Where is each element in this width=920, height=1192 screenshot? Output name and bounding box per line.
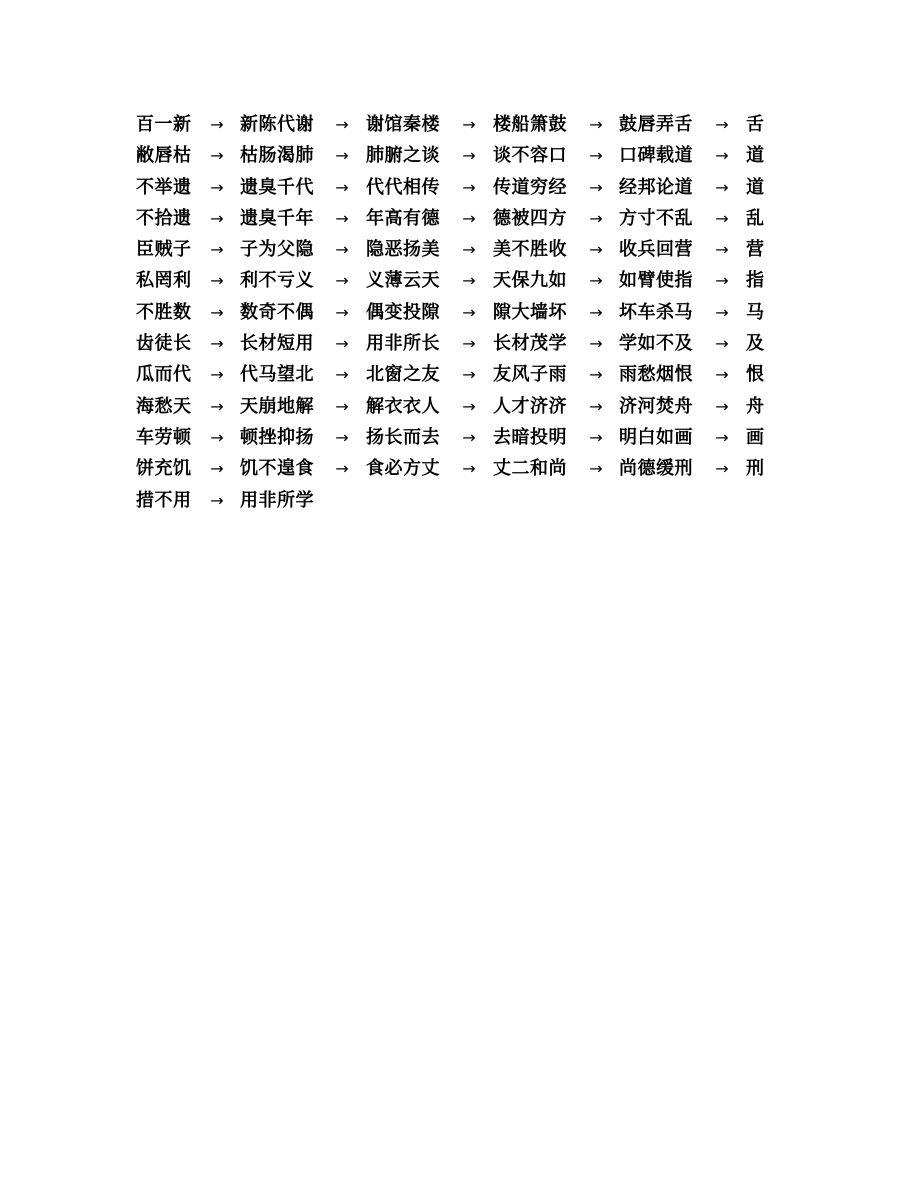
- arrow-icon: →: [335, 396, 349, 416]
- idiom-phrase: 车劳顿: [136, 426, 192, 448]
- chain-row: [136, 392, 796, 423]
- idiom-phrase: 如臂使指: [619, 270, 693, 292]
- chain-row: [136, 423, 796, 454]
- arrow-icon: →: [210, 365, 224, 385]
- chain-end-char: 刑: [746, 458, 765, 480]
- chain-row: [136, 360, 796, 391]
- arrow-icon: →: [715, 208, 729, 228]
- idiom-phrase: 谈不容口: [493, 145, 567, 167]
- arrow-icon: →: [335, 334, 349, 354]
- idiom-phrase: 口碑载道: [619, 145, 693, 167]
- idiom-phrase: 用非所学: [240, 489, 314, 511]
- chain-end-char: 马: [746, 301, 765, 323]
- idiom-phrase: 瓜而代: [136, 364, 192, 386]
- arrow-icon: →: [589, 396, 603, 416]
- arrow-icon: →: [589, 271, 603, 291]
- arrow-icon: →: [335, 365, 349, 385]
- idiom-phrase: 不举遗: [136, 176, 192, 198]
- idiom-phrase: 私罔利: [136, 270, 192, 292]
- idiom-phrase: 经邦论道: [619, 176, 693, 198]
- idiom-phrase: 楼船箫鼓: [493, 114, 567, 135]
- arrow-icon: →: [589, 208, 603, 228]
- arrow-icon: →: [210, 490, 224, 510]
- arrow-icon: →: [589, 365, 603, 385]
- arrow-icon: →: [715, 146, 729, 166]
- chain-row: [136, 235, 796, 266]
- chain-end-char: 道: [746, 176, 765, 198]
- arrow-icon: →: [210, 271, 224, 291]
- arrow-icon: →: [715, 459, 729, 479]
- arrow-icon: →: [715, 271, 729, 291]
- chain-row: [136, 454, 796, 485]
- chain-row: [136, 110, 796, 141]
- arrow-icon: →: [589, 427, 603, 447]
- idiom-phrase: 传道穷经: [493, 176, 567, 198]
- idiom-phrase: 天保九如: [493, 270, 567, 292]
- chain-row: [136, 173, 796, 204]
- arrow-icon: →: [462, 240, 476, 260]
- chain-row: [136, 486, 796, 517]
- idiom-phrase: 人才济济: [493, 395, 567, 417]
- arrow-icon: →: [715, 365, 729, 385]
- arrow-icon: →: [715, 115, 729, 134]
- arrow-icon: →: [462, 177, 476, 197]
- arrow-icon: →: [462, 334, 476, 354]
- idiom-phrase: 枯肠渴肺: [240, 145, 314, 167]
- idiom-phrase: 新陈代谢: [240, 114, 314, 135]
- arrow-icon: →: [210, 146, 224, 166]
- idiom-phrase: 齿徒长: [136, 333, 192, 355]
- arrow-icon: →: [462, 396, 476, 416]
- chain-end-char: 营: [746, 239, 765, 261]
- arrow-icon: →: [589, 240, 603, 260]
- arrow-icon: →: [210, 302, 224, 322]
- arrow-icon: →: [715, 396, 729, 416]
- idiom-phrase: 学如不及: [619, 333, 693, 355]
- arrow-icon: →: [462, 208, 476, 228]
- chain-row: [136, 298, 796, 329]
- arrow-icon: →: [335, 427, 349, 447]
- arrow-icon: →: [335, 146, 349, 166]
- idiom-phrase: 丈二和尚: [493, 458, 567, 480]
- idiom-phrase: 扬长而去: [366, 426, 440, 448]
- idiom-phrase: 明白如画: [619, 426, 693, 448]
- chain-end-char: 恨: [746, 364, 765, 386]
- idiom-phrase: 谢馆秦楼: [366, 114, 440, 135]
- idiom-phrase: 饥不遑食: [240, 458, 314, 480]
- idiom-phrase: 子为父隐: [240, 239, 314, 261]
- idiom-phrase: 百一新: [136, 114, 192, 135]
- idiom-phrase: 不胜数: [136, 301, 192, 323]
- idiom-chain: [136, 110, 796, 517]
- arrow-icon: →: [210, 240, 224, 260]
- chain-end-char: 画: [746, 426, 765, 448]
- arrow-icon: →: [210, 208, 224, 228]
- arrow-icon: →: [210, 177, 224, 197]
- idiom-phrase: 雨愁烟恨: [619, 364, 693, 386]
- idiom-phrase: 用非所长: [366, 333, 440, 355]
- arrow-icon: →: [589, 177, 603, 197]
- idiom-phrase: 遗臭千年: [240, 207, 314, 229]
- chain-end-char: 乱: [746, 207, 765, 229]
- idiom-phrase: 偶变投隙: [366, 301, 440, 323]
- arrow-icon: →: [462, 459, 476, 479]
- idiom-phrase: 收兵回营: [619, 239, 693, 261]
- idiom-phrase: 义薄云天: [366, 270, 440, 292]
- idiom-phrase: 尚德缓刑: [619, 458, 693, 480]
- arrow-icon: →: [210, 115, 224, 134]
- idiom-phrase: 数奇不偶: [240, 301, 314, 323]
- idiom-phrase: 长材茂学: [493, 333, 567, 355]
- arrow-icon: →: [335, 459, 349, 479]
- idiom-phrase: 食必方丈: [366, 458, 440, 480]
- arrow-icon: →: [462, 115, 476, 134]
- idiom-phrase: 友风子雨: [493, 364, 567, 386]
- arrow-icon: →: [589, 146, 603, 166]
- idiom-phrase: 肺腑之谈: [366, 145, 440, 167]
- idiom-phrase: 敝唇枯: [136, 145, 192, 167]
- idiom-phrase: 不拾遗: [136, 207, 192, 229]
- arrow-icon: →: [715, 302, 729, 322]
- idiom-phrase: 遗臭千代: [240, 176, 314, 198]
- idiom-phrase: 臣贼子: [136, 239, 192, 261]
- arrow-icon: →: [210, 396, 224, 416]
- arrow-icon: →: [715, 427, 729, 447]
- chain-end-char: 指: [746, 270, 765, 292]
- arrow-icon: →: [715, 240, 729, 260]
- arrow-icon: →: [715, 334, 729, 354]
- idiom-phrase: 鼓唇弄舌: [619, 114, 693, 135]
- arrow-icon: →: [589, 115, 603, 134]
- idiom-phrase: 解衣衣人: [366, 395, 440, 417]
- arrow-icon: →: [589, 302, 603, 322]
- idiom-phrase: 代马望北: [240, 364, 314, 386]
- chain-row: [136, 141, 796, 172]
- chain-row: [136, 266, 796, 297]
- idiom-phrase: 年高有德: [366, 207, 440, 229]
- arrow-icon: →: [589, 459, 603, 479]
- idiom-phrase: 坏车杀马: [619, 301, 693, 323]
- idiom-phrase: 济河焚舟: [619, 395, 693, 417]
- arrow-icon: →: [335, 302, 349, 322]
- chain-row: [136, 329, 796, 360]
- idiom-phrase: 天崩地解: [240, 395, 314, 417]
- arrow-icon: →: [335, 240, 349, 260]
- idiom-phrase: 方寸不乱: [619, 207, 693, 229]
- arrow-icon: →: [462, 302, 476, 322]
- arrow-icon: →: [335, 208, 349, 228]
- arrow-icon: →: [210, 334, 224, 354]
- idiom-phrase: 饼充饥: [136, 458, 192, 480]
- idiom-phrase: 北窗之友: [366, 364, 440, 386]
- idiom-phrase: 德被四方: [493, 207, 567, 229]
- idiom-phrase: 去暗投明: [493, 426, 567, 448]
- chain-end-char: 舟: [746, 395, 765, 417]
- arrow-icon: →: [210, 459, 224, 479]
- arrow-icon: →: [335, 177, 349, 197]
- chain-end-char: 及: [746, 333, 765, 355]
- idiom-phrase: 隙大墙坏: [493, 301, 567, 323]
- chain-row: [136, 204, 796, 235]
- idiom-phrase: 隐恶扬美: [366, 239, 440, 261]
- arrow-icon: →: [462, 271, 476, 291]
- arrow-icon: →: [335, 271, 349, 291]
- arrow-icon: →: [589, 334, 603, 354]
- arrow-icon: →: [462, 365, 476, 385]
- idiom-phrase: 海愁天: [136, 395, 192, 417]
- arrow-icon: →: [335, 115, 349, 134]
- idiom-phrase: 长材短用: [240, 333, 314, 355]
- idiom-phrase: 利不亏义: [240, 270, 314, 292]
- idiom-phrase: 顿挫抑扬: [240, 426, 314, 448]
- arrow-icon: →: [210, 427, 224, 447]
- idiom-phrase: 美不胜收: [493, 239, 567, 261]
- chain-end-char: 舌: [746, 114, 765, 135]
- idiom-phrase: 措不用: [136, 489, 192, 511]
- arrow-icon: →: [462, 427, 476, 447]
- arrow-icon: →: [715, 177, 729, 197]
- chain-end-char: 道: [746, 145, 765, 167]
- arrow-icon: →: [462, 146, 476, 166]
- idiom-phrase: 代代相传: [366, 176, 440, 198]
